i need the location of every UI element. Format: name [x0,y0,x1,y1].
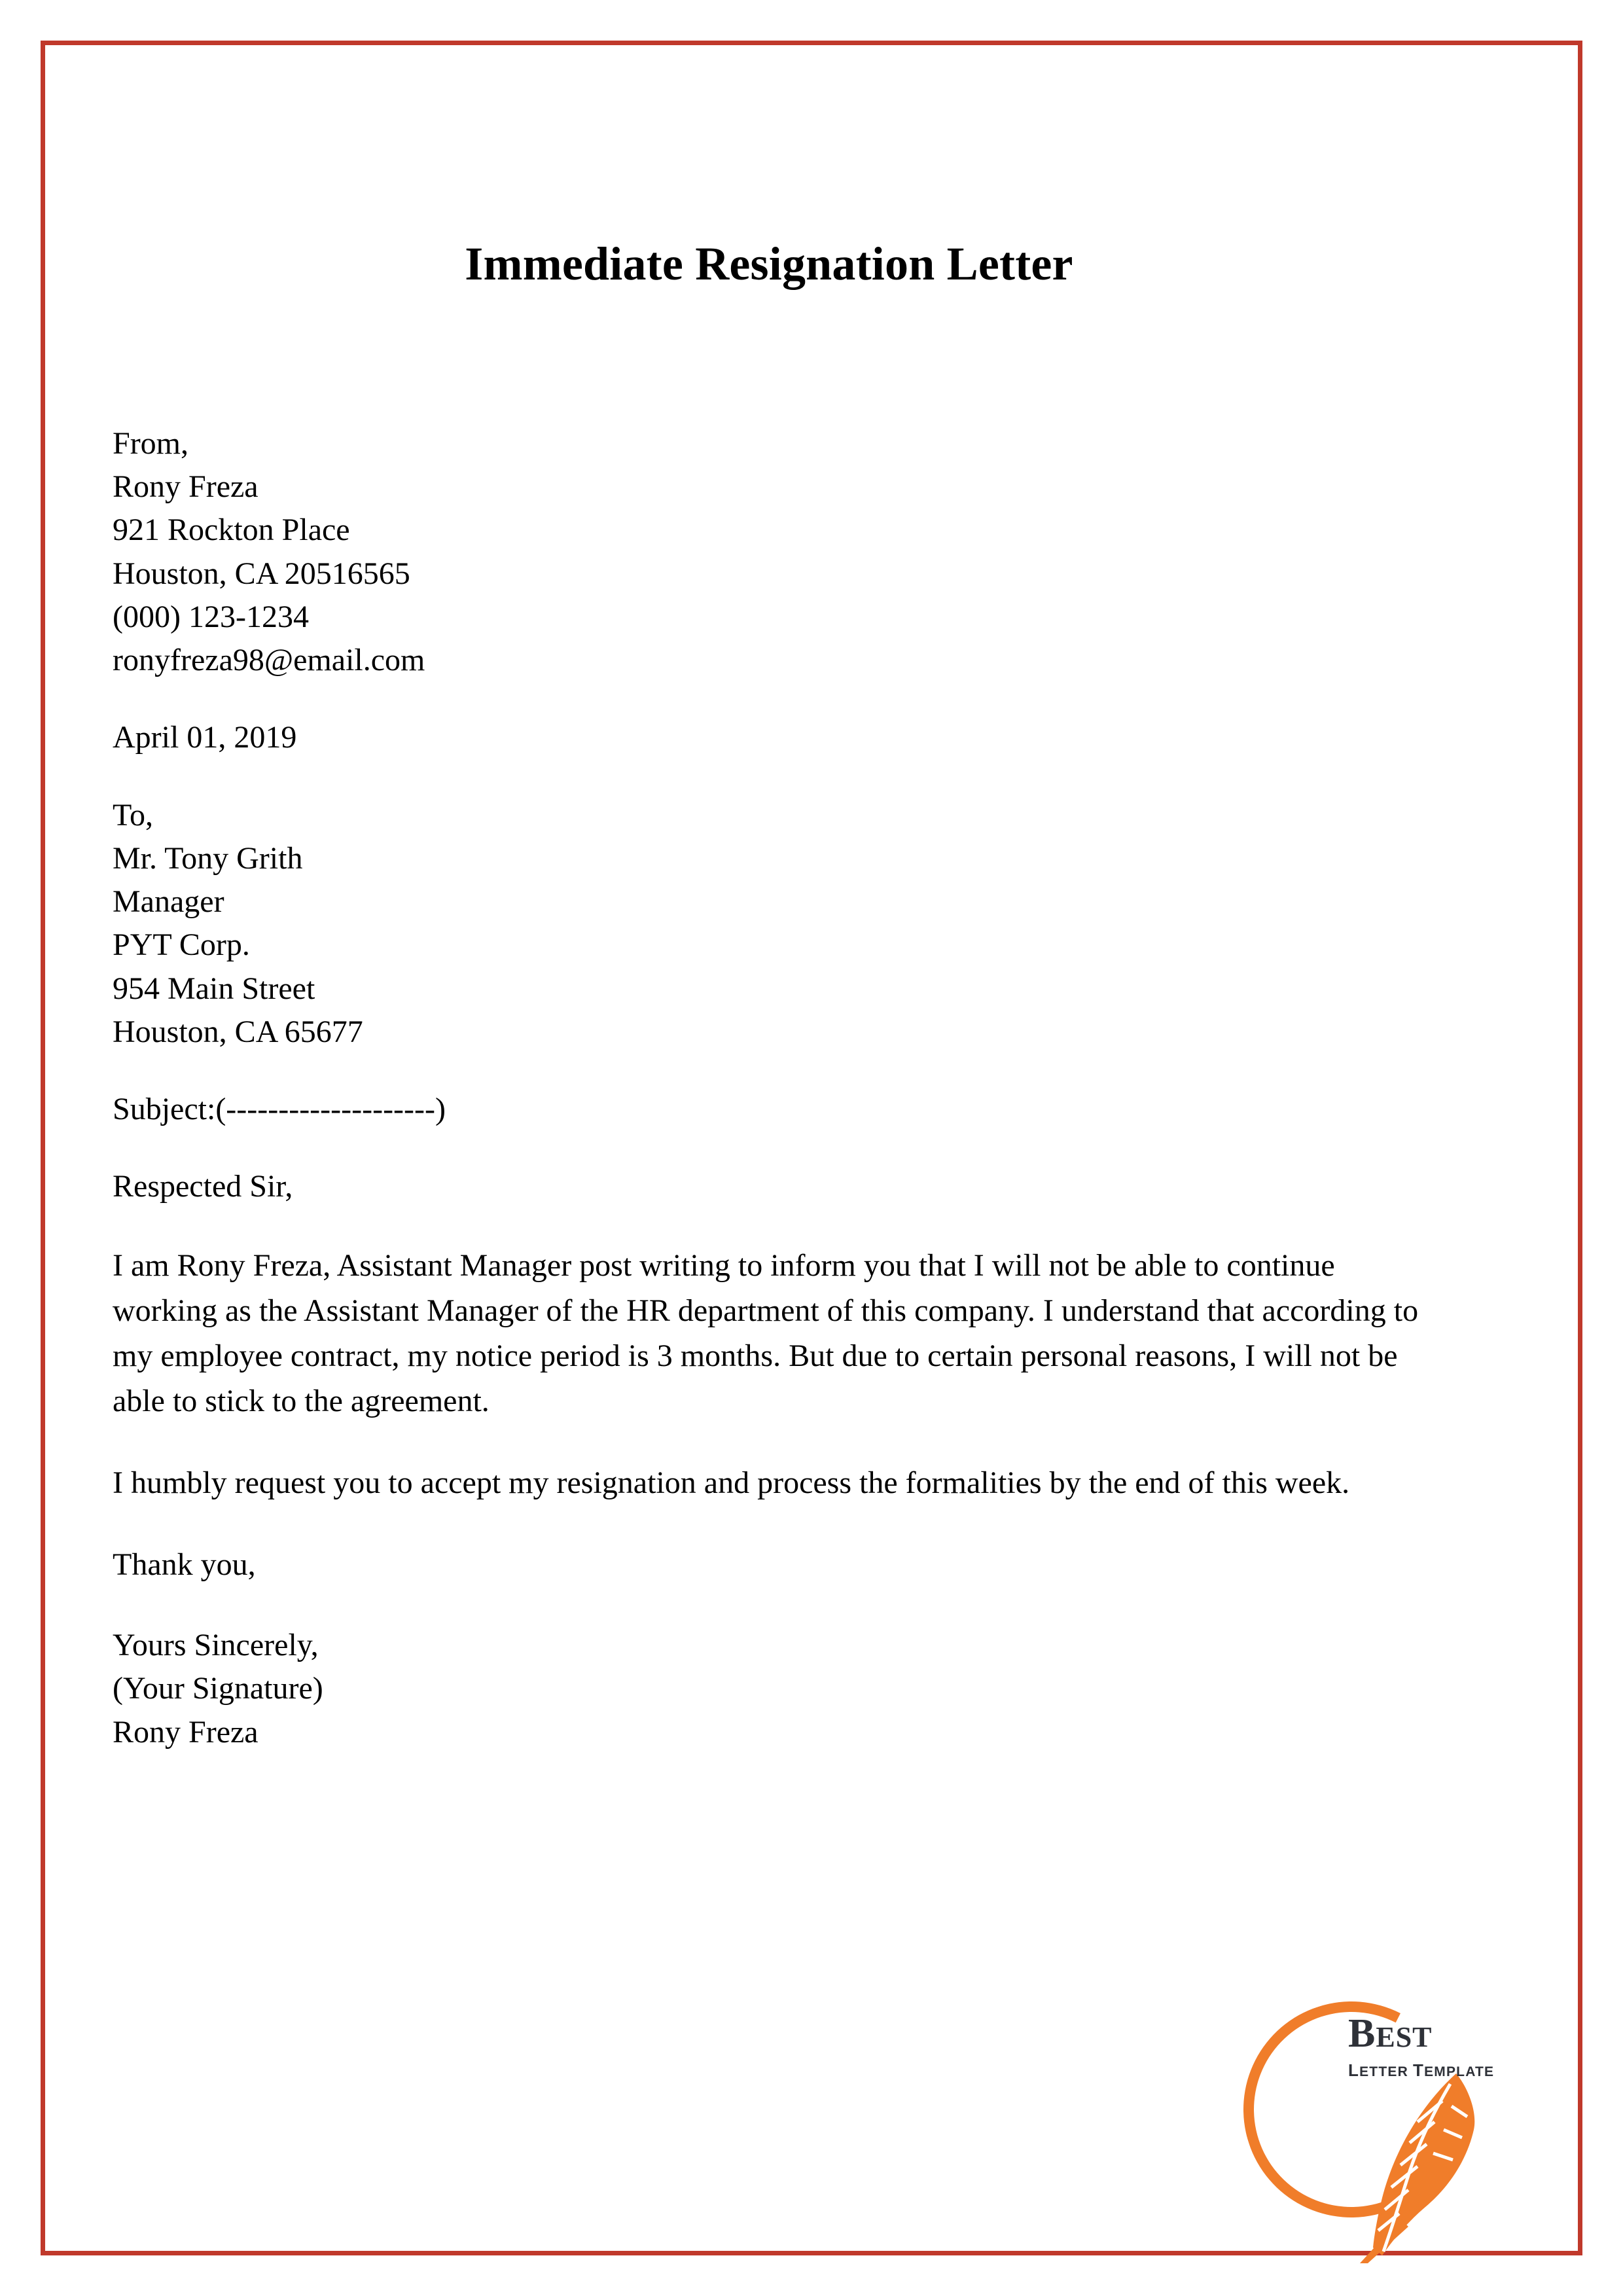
spacer-after-recipient [113,1054,1452,1088]
recipient-block [113,794,1452,1054]
logo-tagline-emplate: EMPLATE [1424,2064,1495,2079]
recipient-name: Mr. Tony Grith [113,840,303,876]
recipient-city-state-zip: Houston, CA 65677 [113,1014,363,1049]
page-title: Immediate Resignation Letter [465,238,1073,290]
sender-city-state-zip: Houston, CA 20516565 [113,556,410,591]
spacer-paragraph-3 [113,1587,1452,1624]
logo-text [1348,2013,1544,2081]
sender-street: 921 Rockton Place [113,512,350,548]
spacer-after-date [113,760,1452,794]
logo-tagline [1348,2060,1544,2081]
body-paragraph-2: I humbly request you to accept my resignation and process the formalities by the end of this week. [113,1465,1350,1500]
letter-date: April 01, 2019 [113,720,297,755]
recipient-designation: Manager [113,884,224,920]
recipient-company: PYT Corp. [113,927,250,963]
spacer-paragraph-1 [113,1424,1452,1460]
letter-content [41,41,1582,2255]
subject-line: Subject:(--------------------) [113,1092,446,1127]
logo-tagline-l: L [1348,2060,1360,2080]
recipient-label: To, [113,797,153,833]
logo-brand-name [1348,2013,1544,2054]
signature-placeholder: (Your Signature) [113,1671,323,1706]
closing-valediction: Yours Sincerely, [113,1628,319,1663]
spacer-after-salutation [113,1209,1452,1243]
sender-phone: (000) 123-1234 [113,599,309,634]
logo-brand-initial: B [1348,2011,1376,2056]
logo-brand-rest: EST [1376,2021,1433,2053]
recipient-street: 954 Main Street [113,971,315,1006]
sender-email: ronyfreza98@email.com [113,643,425,678]
sender-name: Rony Freza [113,469,259,505]
closing-block [113,1624,1452,1754]
letter-body [113,422,1452,1754]
spacer-paragraph-2 [113,1505,1452,1542]
thank-you-line: Thank you, [113,1547,256,1583]
logo-tagline-etter: ETTER [1359,2064,1413,2079]
sender-label: From, [113,426,189,461]
closing-name: Rony Freza [113,1714,259,1749]
spacer-after-subject [113,1131,1452,1165]
logo-tagline-t: T [1412,2060,1425,2080]
sender-block [113,422,1452,682]
body-paragraph-1: I am Rony Freza, Assistant Manager post writing to inform you that I will not be able to continue working as the Assistant Manager of the HR department of this company. I understand that according to my employee contract, my notice period is 3 months. But due to certain personal reasons, I will not be able to stick to the agreement. [113,1247,1419,1418]
spacer-after-sender [113,682,1452,716]
salutation: Respected Sir, [113,1169,293,1204]
feather-quill-icon [1322,2067,1518,2263]
brand-logo [1243,1982,1544,2257]
